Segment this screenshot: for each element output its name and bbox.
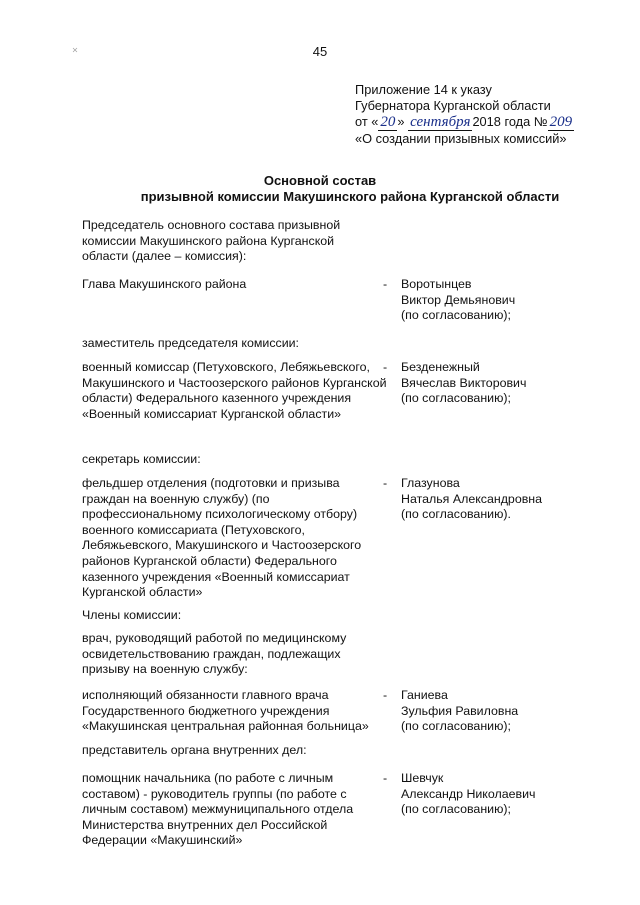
handwritten-month: сентября xyxy=(410,114,471,130)
deputy-dash: - xyxy=(383,360,388,374)
date-prefix: от « xyxy=(355,114,379,129)
chair-dash: - xyxy=(383,277,388,291)
appendix-line-3 xyxy=(355,114,635,131)
doctor-person xyxy=(383,688,612,735)
deputy-person xyxy=(383,360,612,407)
doctor-position: исполняющий обязанности главного врача Государственного бюджетного учреждения «Макушинская центральная районная больница» xyxy=(82,688,369,734)
secretary-note: (по согласованию). xyxy=(401,507,511,522)
secretary-heading: секретарь комиссии: xyxy=(82,452,201,466)
date-year: 2018 года № xyxy=(472,114,548,129)
deputy-position: военный комиссар (Петуховского, Лебяжьевского, Макушинского и Частоозерского районов Курганской области) Федерального казенного учреждения «Военный комиссариат Курганской области» xyxy=(82,360,387,421)
page-number: 45 xyxy=(312,44,328,59)
chair-person xyxy=(383,277,612,324)
secretary-dash: - xyxy=(383,476,388,490)
deputy-note: (по согласованию); xyxy=(401,391,511,406)
members-heading: Члены комиссии: xyxy=(82,608,182,622)
deputy-name: Вячеслав Викторович xyxy=(401,375,527,390)
police-surname: Шевчук xyxy=(401,771,444,785)
police-heading: представитель органа внутренних дел: xyxy=(82,743,307,757)
document-title xyxy=(0,173,640,205)
doctor-surname: Ганиева xyxy=(401,688,448,702)
police-note: (по согласованию); xyxy=(401,802,511,817)
doctor-name: Зульфия Равиловна xyxy=(401,703,519,718)
chair-heading: Председатель основного состава призывной комиссии Макушинского района Курганской области (далее – комиссия): xyxy=(82,218,341,264)
police-position: помощник начальника (по работе с личным составом) - руководитель группы (по работе с личным составом) межмуниципального отдела Министерства внутренних дел Российской Федерации «Макушинский» xyxy=(82,771,354,848)
title-line-1: Основной состав xyxy=(263,173,377,188)
title-line-2: призывной комиссии Макушинского района Курганской области xyxy=(140,189,560,204)
secretary-surname: Глазунова xyxy=(401,476,460,490)
date-mid: » xyxy=(397,114,405,129)
police-name: Александр Николаевич xyxy=(401,786,536,801)
doctor-heading: врач, руководящий работой по медицинскому освидетельствованию граждан, подлежащих призыву на военную службу: xyxy=(82,631,347,677)
doctor-dash: - xyxy=(383,688,388,702)
chair-note: (по согласованию); xyxy=(401,308,511,323)
chair-name: Виктор Демьянович xyxy=(401,292,516,307)
deputy-surname: Безденежный xyxy=(401,360,480,374)
secretary-position: фельдшер отделения (подготовки и призыва граждан на военную службу) (по профессиональному психологическому отбору) военного комиссариата (Петуховского, Лебяжьевского, Макушинского и Частоозерского районов Курганской области) Федерального казенного учреждения «Военный комиссариат Курганской области» xyxy=(82,476,362,600)
deputy-heading: заместитель председателя комиссии: xyxy=(82,336,299,350)
appendix-line-4: «О создании призывных комиссий» xyxy=(355,131,567,146)
appendix-header xyxy=(355,82,635,147)
appendix-line-2: Губернатора Курганской области xyxy=(355,98,551,113)
police-person xyxy=(383,771,612,818)
handwritten-number: 209 xyxy=(549,114,573,130)
secretary-name: Наталья Александровна xyxy=(401,491,543,506)
doctor-note: (по согласованию); xyxy=(401,719,511,734)
chair-position: Глава Макушинского района xyxy=(82,277,247,291)
chair-surname: Воротынцев xyxy=(401,277,472,291)
appendix-line-1: Приложение 14 к указу xyxy=(355,82,492,97)
police-dash: - xyxy=(383,771,388,785)
handwritten-day: 20 xyxy=(380,114,396,130)
secretary-person xyxy=(383,476,612,523)
